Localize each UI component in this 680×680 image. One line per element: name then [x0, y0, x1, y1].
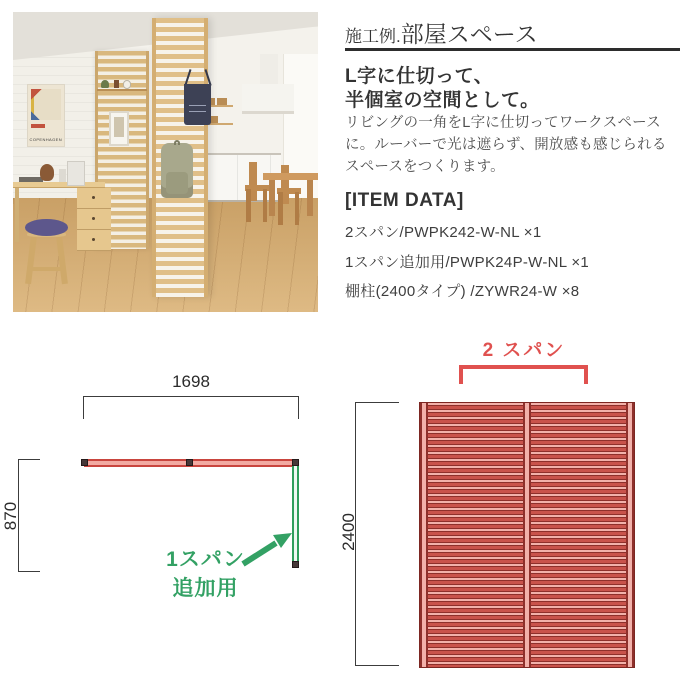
- tote-print-line: [189, 111, 205, 112]
- shelf-box: [217, 98, 227, 105]
- chair-leg: [263, 189, 267, 222]
- elevation-span-label: 2 スパン: [482, 340, 566, 361]
- plan-annotation-line1: 1スパン: [166, 548, 245, 571]
- item-data-row: 棚柱(2400タイプ) /ZYWR24-W ×8: [345, 283, 580, 300]
- title-underline: [345, 48, 680, 51]
- elevation-post-left: [420, 403, 428, 667]
- tote-bag: [184, 84, 211, 125]
- stool-rail: [31, 267, 62, 271]
- poster-red-band: [31, 124, 45, 128]
- drawer: [77, 230, 111, 251]
- plan-depth-dimension: 870: [1, 501, 20, 531]
- stool-cushion: [25, 219, 68, 236]
- table-leg: [307, 180, 313, 216]
- description-text: リビングの一角をL字に仕切ってワークスペースに。ルーバーで光は遮らず、開放感も感じられるスペースをつくります。: [345, 115, 667, 175]
- partition-shelf: [97, 89, 147, 91]
- plan-annotation-line2: 追加用: [172, 577, 239, 600]
- figurine: [114, 80, 119, 88]
- table-leg: [269, 180, 275, 216]
- item-data-row: 1スパン追加用/PWPK24P-W-NL ×1: [345, 254, 590, 271]
- item-data-heading: [ITEM DATA]: [345, 190, 464, 211]
- chair-leg: [278, 192, 282, 225]
- drawer-knob: [92, 196, 95, 199]
- elevation-louver-panel: [419, 402, 635, 668]
- range-hood-duct: [260, 54, 278, 84]
- poster-title: COPENHAGEN: [29, 137, 62, 143]
- picture-art: [114, 117, 124, 137]
- wall-poster: [27, 84, 65, 147]
- dog-figurine: [40, 164, 54, 180]
- green-arrow-icon: [240, 528, 294, 570]
- tote-print-line: [189, 105, 205, 106]
- subtitle-line2: 半個室の空間として。: [345, 90, 540, 111]
- item-data-row: 2スパン/PWPK242-W-NL ×1: [345, 224, 542, 241]
- clock: [123, 80, 132, 88]
- backpack: [161, 143, 193, 199]
- elevation-span-bracket: [459, 365, 588, 384]
- desk-top: [13, 182, 105, 189]
- plan-post: [292, 561, 299, 568]
- pen-cup: [59, 169, 66, 182]
- backpack-loop: [174, 140, 180, 144]
- title-main: 部屋スペース: [400, 21, 538, 47]
- plan-post: [186, 459, 193, 466]
- drawer-knob: [92, 238, 95, 241]
- range-hood: [242, 84, 294, 114]
- page-title: [345, 16, 538, 49]
- plant-pot: [101, 80, 109, 88]
- plan-width-bracket: [83, 396, 299, 419]
- desk-box: [67, 161, 85, 186]
- drawer-knob: [92, 217, 95, 220]
- title-prefix: 施工例.: [345, 27, 401, 46]
- room-photo: [13, 12, 318, 312]
- chair-leg: [295, 192, 299, 225]
- desk-drawers: [77, 188, 111, 251]
- drawer: [77, 188, 111, 209]
- elevation-post-middle: [523, 403, 531, 667]
- chair-leg: [246, 189, 250, 222]
- plan-post: [81, 459, 88, 466]
- elevation-height-bracket: [355, 402, 399, 666]
- subtitle-line1: L字に仕切って、: [345, 66, 494, 87]
- picture-frame: [109, 111, 129, 146]
- elevation-post-right: [626, 403, 634, 667]
- plan-depth-bracket: [18, 459, 40, 572]
- drawer: [77, 209, 111, 230]
- desk-leg: [15, 188, 20, 242]
- poster-art: [31, 89, 61, 121]
- elevation-height-dimension: 2400: [339, 513, 358, 551]
- plan-width-dimension: 1698: [172, 372, 210, 391]
- plan-post: [292, 459, 299, 466]
- backpack-pocket: [166, 172, 188, 193]
